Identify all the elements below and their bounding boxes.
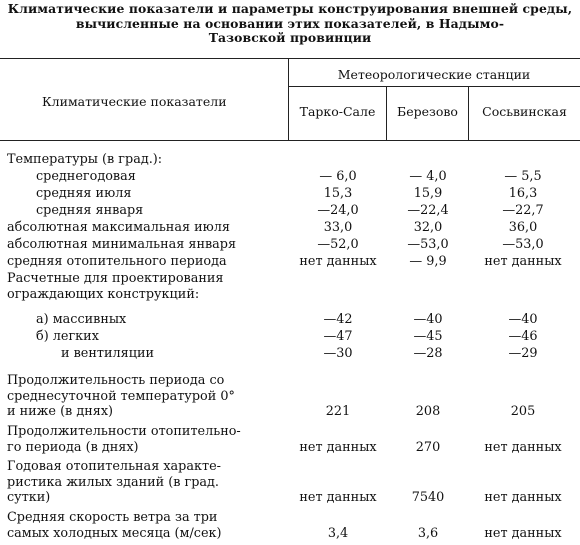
row-value-berezovo: — 9,9 [409, 254, 447, 269]
row-label: и вентиляции [61, 346, 155, 361]
header-bottom-rule [0, 140, 580, 141]
row-label: средняя отопительного периода [7, 254, 227, 269]
row-value-berezovo: —40 [413, 312, 443, 327]
row-value-tarko-sale: 221 [325, 404, 351, 419]
row-label: среднесуточной температурой 0° [7, 388, 235, 404]
row-label: и ниже (в днях) [7, 404, 114, 419]
row-value-tarko-sale: —42 [323, 312, 353, 327]
row-value-berezovo: 7540 [411, 490, 445, 505]
row-value-tarko-sale: нет данных [299, 254, 377, 269]
row-value-tarko-sale: — 6,0 [319, 169, 357, 184]
row-label: Средняя скорость ветра за три [7, 510, 218, 525]
header-stations-group: Метеорологические станции [337, 67, 531, 82]
row-value-sosvinskaya: 36,0 [508, 220, 538, 235]
row-value-berezovo: 270 [415, 439, 441, 455]
row-value-sosvinskaya: —29 [508, 346, 538, 361]
row-value-sosvinskaya: 205 [510, 404, 536, 419]
row-value-berezovo: 3,6 [417, 525, 439, 541]
header-station-berezovo: Березово [397, 104, 458, 119]
header-station-tarko-sale: Тарко-Сале [299, 104, 376, 119]
header-indicators: Климатические показатели [42, 94, 227, 109]
row-value-tarko-sale: 15,3 [323, 186, 353, 201]
row-value-berezovo: —28 [413, 346, 443, 361]
row-label: Температуры (в град.): [7, 152, 163, 167]
row-value-berezovo: — 4,0 [409, 169, 447, 184]
row-label: средняя января [36, 203, 144, 218]
row-value-tarko-sale: —52,0 [317, 237, 359, 252]
row-value-sosvinskaya: нет данных [484, 525, 562, 541]
row-value-sosvinskaya: —40 [508, 312, 538, 327]
row-value-berezovo: —53,0 [407, 237, 449, 252]
row-value-sosvinskaya: нет данных [484, 490, 562, 505]
row-label: абсолютная минимальная января [7, 237, 237, 252]
row-value-tarko-sale: нет данных [299, 490, 377, 505]
row-label: Годовая отопительная характе- [7, 459, 221, 474]
table-top-rule [0, 58, 580, 59]
row-label: ристика жилых зданий (в град. [7, 474, 219, 490]
row-value-berezovo: 32,0 [413, 220, 443, 235]
row-label: б) легких [36, 329, 99, 344]
row-label: а) массивных [36, 312, 127, 327]
header-station-sosvinskaya: Сосьвинская [482, 104, 567, 119]
row-label: сутки) [7, 490, 51, 505]
row-value-sosvinskaya: нет данных [484, 439, 562, 455]
title-line-3: Тазовской провинции [208, 30, 372, 46]
row-value-tarko-sale: 3,4 [327, 525, 349, 541]
title-line-2: вычисленные на основании этих показателей, в Надымо- [75, 15, 505, 31]
row-label: го периода (в днях) [7, 439, 139, 455]
row-value-tarko-sale: —24,0 [317, 203, 359, 218]
row-value-berezovo: 15,9 [413, 186, 443, 201]
title-line-1: Климатические показатели и параметры конструирования внешней среды, [7, 1, 573, 16]
row-value-tarko-sale: —47 [323, 329, 353, 344]
row-value-sosvinskaya: — 5,5 [504, 169, 542, 184]
row-value-sosvinskaya: 16,3 [508, 186, 538, 201]
stations-group-rule [288, 86, 580, 87]
row-label: среднегодовая [36, 169, 136, 184]
table-title [0, 2, 580, 46]
row-value-berezovo: —45 [413, 329, 443, 344]
row-label: Расчетные для проектирования [7, 271, 224, 286]
row-value-tarko-sale: нет данных [299, 439, 377, 455]
row-label: Продолжительности отопительно- [7, 424, 241, 439]
row-value-sosvinskaya: —46 [508, 329, 538, 344]
row-value-berezovo: —22,4 [407, 203, 449, 218]
row-value-tarko-sale: 33,0 [323, 220, 353, 235]
row-label: Продолжительность периода со [7, 373, 225, 388]
row-value-sosvinskaya: —53,0 [502, 237, 544, 252]
row-label: самых холодных месяца (м/сек) [7, 525, 222, 541]
row-value-tarko-sale: —30 [323, 346, 353, 361]
row-label: ограждающих конструкций: [7, 286, 200, 302]
row-value-sosvinskaya: —22,7 [502, 203, 544, 218]
row-label: средняя июля [36, 186, 132, 201]
row-value-berezovo: 208 [415, 404, 441, 419]
row-value-sosvinskaya: нет данных [484, 254, 562, 269]
row-label: абсолютная максимальная июля [7, 220, 230, 235]
